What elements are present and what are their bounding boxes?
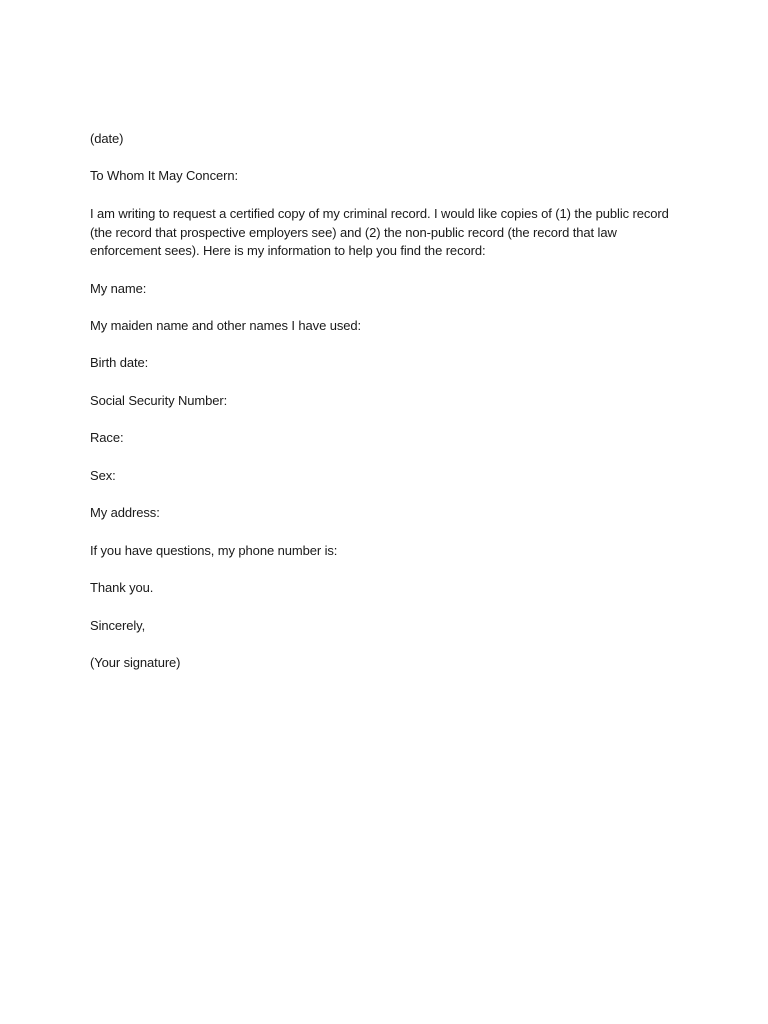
field-sex: Sex: xyxy=(90,468,116,483)
field-address: My address: xyxy=(90,505,160,520)
signature-line: (Your signature) xyxy=(90,655,181,670)
field-race: Race: xyxy=(90,430,124,445)
body-line: I am writing to request a certified copy of my criminal record. I would like copies of (1) the public record xyxy=(90,206,669,221)
closing-line: Sincerely, xyxy=(90,618,146,633)
body-paragraph xyxy=(90,205,690,261)
field-phone: If you have questions, my phone number is: xyxy=(90,543,338,558)
salutation: To Whom It May Concern: xyxy=(90,168,238,183)
date-line: (date) xyxy=(90,131,124,146)
field-birth-date: Birth date: xyxy=(90,355,149,370)
thanks-line: Thank you. xyxy=(90,580,154,595)
field-name: My name: xyxy=(90,281,147,296)
field-maiden-name: My maiden name and other names I have used: xyxy=(90,318,362,333)
body-line: enforcement sees). Here is my information to help you find the record: xyxy=(90,243,486,258)
field-ssn: Social Security Number: xyxy=(90,393,228,408)
body-line: (the record that prospective employers see) and (2) the non-public record (the record that law xyxy=(90,224,617,240)
